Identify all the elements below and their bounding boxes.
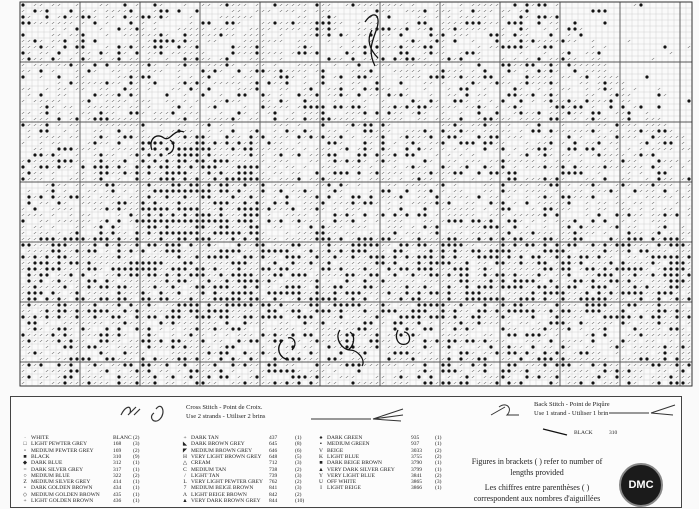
back-stitch-needle-icon (489, 401, 529, 421)
key-quantity: (2) (295, 466, 302, 473)
key-dmc-code: 322 (113, 472, 122, 479)
key-dmc-code: 645 (269, 441, 278, 448)
key-color-name: DARK GOLDEN BROWN (31, 485, 93, 492)
key-dmc-code: 646 (269, 447, 278, 454)
key-dmc-code: 937 (411, 441, 420, 448)
key-symbol: I (320, 485, 322, 492)
key-color-name: VERY LIGHT PEWTER GREY (191, 479, 263, 486)
note-french-2: correspondent aux nombres d'aiguillées (473, 494, 601, 503)
key-quantity: (3) (295, 472, 302, 479)
key-color-name: LIGHT GOLDEN BROWN (31, 498, 94, 504)
back-stitch-subtitle: Use 1 strand - Utiliser 1 brin (534, 410, 609, 417)
key-quantity: (2) (435, 447, 442, 454)
key-symbol: Z (23, 479, 27, 486)
key-color-name: LIGHT BLUE (327, 453, 360, 460)
back-stitch-title: Back Stitch - Point de Piqûre (534, 401, 610, 408)
key-dmc-code: 738 (269, 466, 278, 473)
key-symbol: ▲ (318, 466, 324, 473)
key-color-name: LIGHT BEIGE BROWN (191, 491, 247, 498)
key-quantity: (6) (295, 447, 302, 454)
key-quantity: (1) (133, 485, 140, 492)
key-quantity: (9) (133, 453, 140, 460)
key-quantity: (2) (435, 453, 442, 460)
key-dmc-code: 844 (269, 498, 278, 504)
key-dmc-code: 3755 (411, 453, 422, 460)
key-symbol: + (183, 435, 187, 441)
dmc-logo (619, 463, 663, 507)
key-dmc-code: 3841 (411, 472, 422, 479)
cross-stitch-subtitle: Use 2 strands - Utiliser 2 brins (186, 413, 266, 420)
key-quantity: (3) (295, 460, 302, 467)
key-quantity: (10) (295, 498, 305, 504)
note-english-1: Figures in brackets ( ) refer to number of (471, 457, 603, 466)
key-dmc-code: 312 (113, 460, 122, 467)
key-dmc-code: 935 (411, 435, 420, 441)
key-symbol: · (24, 435, 26, 441)
key-dmc-code: 3790 (411, 460, 422, 467)
key-dmc-code: 435 (113, 491, 122, 498)
key-symbol: ▪ (320, 441, 322, 448)
back-stitch-color: BLACK (574, 430, 593, 436)
key-symbol: ◇ (22, 491, 28, 498)
key-quantity: (2) (295, 479, 302, 486)
key-quantity: (1) (133, 466, 140, 473)
key-symbol: 7 (183, 485, 187, 492)
key-quantity: (5) (295, 453, 302, 460)
key-color-name: MEDIUM BLUE (31, 472, 70, 479)
key-symbol: H (183, 453, 187, 460)
key-color-name: MEDIUM TAN (191, 466, 227, 473)
key-color-name: DARK GREEN (327, 435, 363, 441)
key-quantity: (1) (133, 498, 140, 504)
key-color-name: LIGHT PEWTER GREY (31, 441, 88, 448)
key-symbol: ◣ (182, 441, 188, 448)
key-color-name: WHITE (31, 435, 49, 441)
key-symbol: □ (23, 441, 27, 448)
key-color-name: VERY DARK SILVER GREY (327, 466, 395, 473)
key-dmc-code: 842 (269, 491, 278, 498)
key-color-name: DARK BLUE (31, 460, 63, 467)
key-color-name: CREAM (191, 460, 211, 467)
key-color-name: MEDIUM BROWN GREY (191, 447, 253, 454)
key-dmc-code: 434 (113, 485, 122, 492)
key-color-name: MEDIUM BEIGE BROWN (191, 485, 254, 492)
key-dmc-code: 648 (269, 453, 278, 460)
key-quantity: (2) (435, 472, 442, 479)
key-quantity: (3) (133, 441, 140, 448)
key-dmc-code: BLANC (113, 435, 132, 441)
key-quantity: (2) (133, 435, 140, 441)
cross-stitch-title: Cross Stitch - Point de Croix. (186, 404, 263, 411)
key-dmc-code: 3033 (411, 447, 422, 454)
key-dmc-code: 739 (269, 472, 278, 479)
key-quantity: (2) (133, 472, 140, 479)
key-color-name: VERY DARK BROWN GREY (191, 498, 261, 504)
cross-stitch-needle-right-icon (311, 405, 431, 427)
key-color-name: MEDIUM GREEN (327, 441, 370, 448)
key-color-name: VERY LIGHT BLUE (327, 472, 375, 479)
cross-stitch-needle-icon (116, 401, 196, 423)
key-quantity: (1) (435, 466, 442, 473)
key-quantity: (2) (133, 447, 140, 454)
key-symbol: + (23, 498, 27, 504)
key-color-name: MEDIUM GOLDEN BROWN (31, 491, 100, 498)
key-symbol: Y (319, 472, 323, 479)
key-quantity: (8) (295, 441, 302, 448)
key-dmc-code: 317 (113, 466, 122, 473)
key-quantity: (1) (295, 435, 302, 441)
key-quantity: (3) (295, 485, 302, 492)
key-symbol: ♠ (319, 435, 323, 441)
key-symbol: V (319, 447, 323, 454)
back-stitch-needle-right-icon (609, 401, 679, 421)
key-color-name: LIGHT BEIGE (327, 485, 361, 492)
key-symbol: / (184, 472, 186, 479)
key-color-name: LIGHT TAN (191, 472, 220, 479)
key-dmc-code: 3866 (411, 485, 422, 492)
key-color-name: VERY LIGHT BROWN GREY (191, 453, 262, 460)
key-symbol: K (319, 453, 323, 460)
key-symbol: ◤ (182, 447, 188, 454)
key-symbol: ○ (23, 472, 27, 479)
key-dmc-code: 3865 (411, 479, 422, 486)
key-dmc-code: 169 (113, 447, 122, 454)
key-color-name: MEDIUM SILVER GREY (31, 479, 91, 486)
key-symbol: C (183, 466, 187, 473)
back-stitch-line-icon (541, 427, 571, 437)
back-stitch-code: 310 (609, 430, 618, 436)
key-quantity: (1) (133, 479, 140, 486)
key-symbol: = (23, 466, 27, 473)
key-symbol: △ (182, 460, 188, 467)
key-dmc-code: 712 (269, 460, 278, 467)
key-quantity: (1) (435, 485, 442, 492)
key-quantity: (1) (435, 460, 442, 467)
key-quantity: (1) (133, 460, 140, 467)
key-color-name: DARK BEIGE BROWN (327, 460, 382, 467)
key-symbol: • (24, 485, 26, 492)
key-symbol: ▲ (182, 498, 188, 504)
key-color-name: DARK TAN (191, 435, 219, 441)
key-symbol: ■ (23, 453, 27, 460)
key-color-name: DARK BROWN GREY (191, 441, 245, 448)
key-symbol: L (183, 479, 187, 486)
key-symbol: Ʌ (183, 491, 187, 498)
color-key-panel (10, 396, 682, 508)
key-symbol: ◆ (22, 460, 28, 467)
key-dmc-code: 414 (113, 479, 122, 486)
key-color-name: MEDIUM PEWTER GREY (31, 447, 94, 454)
key-symbol: U (319, 479, 323, 486)
key-dmc-code: 3799 (411, 466, 422, 473)
key-color-name: DARK SILVER GREY (31, 466, 84, 473)
key-dmc-code: 437 (269, 435, 278, 441)
key-dmc-code: 762 (269, 479, 278, 486)
note-english-2: lengths provided (510, 468, 564, 477)
key-quantity: (3) (435, 479, 442, 486)
key-color-name: OFF WHITE (327, 479, 357, 486)
chart-grid-lines (20, 2, 692, 386)
key-dmc-code: 168 (113, 441, 122, 448)
key-symbol: ▫ (24, 447, 26, 454)
key-dmc-code: 436 (113, 498, 122, 504)
key-quantity: (1) (435, 435, 442, 441)
key-quantity: (2) (295, 491, 302, 498)
key-color-name: BEIGE (327, 447, 344, 454)
key-quantity: (1) (133, 491, 140, 498)
key-quantity: (1) (435, 441, 442, 448)
key-dmc-code: 841 (269, 485, 278, 492)
key-color-name: BLACK (31, 453, 50, 460)
dmc-logo-text: DMC (628, 479, 654, 491)
backstitch-outline (338, 330, 363, 366)
note-french-1: Les chiffres entre parenthèses ( ) (484, 483, 590, 492)
key-dmc-code: 310 (113, 453, 122, 460)
key-symbol: ■ (319, 460, 323, 467)
